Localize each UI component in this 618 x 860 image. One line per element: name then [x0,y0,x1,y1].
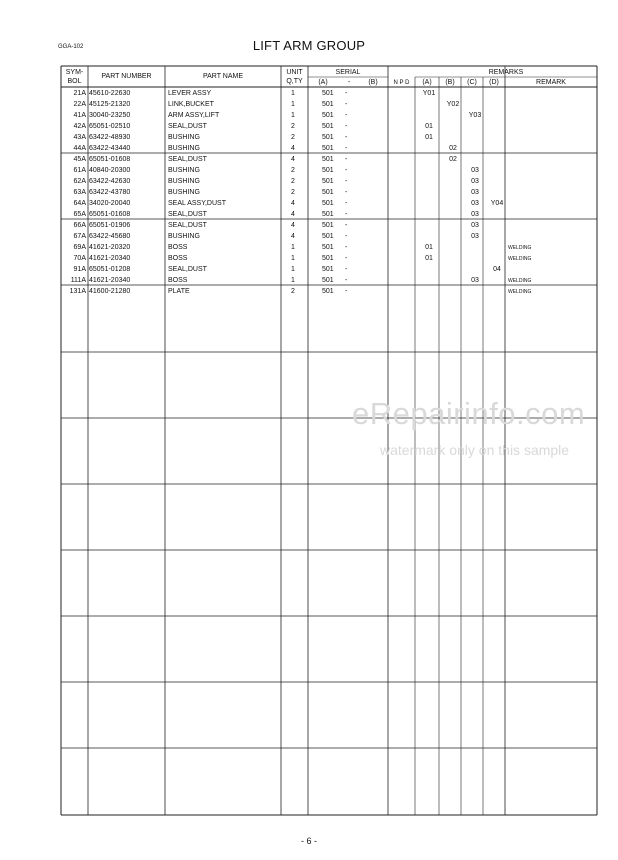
symbol-cell: 66A [73,222,86,229]
serial-dash-cell: - [345,123,348,130]
serial-a-cell: 501 [322,211,334,218]
serial-dash-cell: - [345,145,348,152]
part-name-cell: BUSHING [168,189,200,196]
qty-cell: 1 [291,266,295,273]
serial-a-cell: 501 [322,134,334,141]
qty-cell: 2 [291,134,295,141]
symbol-cell: 65A [73,211,86,218]
header-serial-dash: - [347,79,351,86]
header-unit-top: UNIT [286,69,303,76]
serial-dash-cell: - [345,200,348,207]
remark-a-cell: 01 [425,255,433,262]
serial-dash-cell: - [345,244,348,251]
remark-a-cell: 01 [425,244,433,251]
qty-cell: 4 [291,233,295,240]
qty-cell: 2 [291,123,295,130]
remark-cell: WELDING [508,278,532,284]
serial-dash-cell: - [345,156,348,163]
part-number-cell: 45125-21320 [89,101,131,108]
serial-dash-cell: - [345,178,348,185]
remark-c-cell: 03 [471,233,479,240]
header-serial-a: (A) [318,79,328,86]
qty-cell: 4 [291,200,295,207]
serial-a-cell: 501 [322,178,334,185]
symbol-cell: 63A [73,189,86,196]
part-number-cell: 63422-42630 [89,178,131,185]
part-name-cell: SEAL ASSY,DUST [168,200,226,207]
part-name-cell: BOSS [168,244,188,251]
qty-cell: 4 [291,211,295,218]
header-remarks-a: (A) [422,79,432,86]
part-name-cell: BUSHING [168,134,200,141]
qty-cell: 4 [291,156,295,163]
qty-cell: 1 [291,90,295,97]
remark-b-cell: 02 [449,156,457,163]
page-title: LIFT ARM GROUP [252,38,366,53]
remark-a-cell: Y01 [422,90,436,97]
qty-cell: 4 [291,222,295,229]
serial-a-cell: 501 [322,90,334,97]
remark-b-cell: 02 [449,145,457,152]
serial-a-cell: 501 [322,288,334,295]
remark-c-cell: 03 [471,189,479,196]
header-remarks-b: (B) [445,79,455,86]
symbol-cell: 69A [73,244,86,251]
part-name-cell: ARM ASSY,LIFT [168,112,220,119]
header-npd: N P D [393,80,410,86]
serial-a-cell: 501 [322,255,334,262]
part-number-cell: 45610-22630 [89,90,131,97]
part-number-cell: 65051-01208 [89,266,131,273]
serial-dash-cell: - [345,134,348,141]
serial-dash-cell: - [345,233,348,240]
serial-a-cell: 501 [322,156,334,163]
serial-dash-cell: - [345,255,348,262]
watermark-site: eRepairinfo.com [352,396,586,431]
symbol-cell: 111A [70,277,86,284]
symbol-cell: 42A [73,123,86,130]
symbol-cell: 41A [73,112,86,119]
remark-a-cell: 01 [425,134,433,141]
part-number-cell: 65051-01906 [89,222,131,229]
symbol-cell: 21A [73,90,86,97]
qty-cell: 2 [291,288,295,295]
part-number-cell: 65051-01608 [89,156,131,163]
symbol-cell: 43A [73,134,86,141]
serial-a-cell: 501 [322,200,334,207]
symbol-cell: 67A [73,233,86,240]
serial-a-cell: 501 [322,266,334,273]
serial-a-cell: 501 [322,277,334,284]
header-part-number: PART NUMBER [101,73,152,80]
remark-c-cell: 03 [471,277,479,284]
remark-c-cell: Y03 [468,112,482,119]
part-name-cell: LINK,BUCKET [168,101,214,108]
serial-a-cell: 501 [322,145,334,152]
part-name-cell: SEAL,DUST [168,222,207,229]
remark-cell: WELDING [508,289,532,295]
header-serial-b: (B) [368,79,378,86]
remark-c-cell: 03 [471,178,479,185]
part-number-cell: 65051-01608 [89,211,131,218]
serial-a-cell: 501 [322,244,334,251]
qty-cell: 4 [291,145,295,152]
serial-a-cell: 501 [322,167,334,174]
part-name-cell: PLATE [168,288,190,295]
qty-cell: 1 [291,255,295,262]
part-number-cell: 41600-21280 [89,288,131,295]
header-remarks: REMARKS [488,69,524,76]
part-name-cell: LEVER ASSY [168,90,212,97]
header-unit-bottom: Q,TY [286,78,303,85]
part-name-cell: BOSS [168,277,188,284]
serial-dash-cell: - [345,101,348,108]
part-name-cell: SEAL,DUST [168,123,207,130]
part-name-cell: BOSS [168,255,188,262]
serial-dash-cell: - [345,112,348,119]
header-symbol-bottom: BOL [67,78,82,85]
header-serial: SERIAL [335,69,361,76]
part-name-cell: SEAL,DUST [168,156,207,163]
symbol-cell: 64A [73,200,86,207]
remark-c-cell: 03 [471,167,479,174]
serial-a-cell: 501 [322,233,334,240]
part-number-cell: 34020-20040 [89,200,131,207]
header-remarks-c: (C) [467,79,477,86]
header-part-name: PART NAME [202,73,244,80]
qty-cell: 2 [291,189,295,196]
part-name-cell: BUSHING [168,145,200,152]
part-number-cell: 63422-48930 [89,134,131,141]
part-name-cell: BUSHING [168,233,200,240]
part-number-cell: 30040-23250 [89,112,131,119]
serial-dash-cell: - [345,222,348,229]
remark-b-cell: Y02 [446,101,460,108]
page-number: - 6 - [300,836,317,846]
qty-cell: 1 [291,101,295,108]
symbol-cell: 22A [73,101,86,108]
remark-c-cell: 03 [471,200,479,207]
remark-d-cell: Y04 [490,200,504,207]
symbol-cell: 70A [73,255,86,262]
part-number-cell: 41621-20320 [89,244,131,251]
symbol-cell: 62A [73,178,86,185]
qty-cell: 1 [291,244,295,251]
qty-cell: 2 [291,178,295,185]
serial-a-cell: 501 [322,101,334,108]
part-number-cell: 41621-20340 [89,277,131,284]
serial-a-cell: 501 [322,189,334,196]
symbol-cell: 91A [73,266,86,273]
serial-dash-cell: - [345,211,348,218]
header-remark: REMARK [536,79,566,86]
serial-a-cell: 501 [322,222,334,229]
remark-c-cell: 03 [471,211,479,218]
symbol-cell: 61A [73,167,86,174]
part-number-cell: 65051-02510 [89,123,131,130]
remark-cell: WELDING [508,256,532,262]
serial-dash-cell: - [345,288,348,295]
symbol-cell: 45A [73,156,86,163]
part-name-cell: SEAL,DUST [168,211,207,218]
serial-dash-cell: - [345,90,348,97]
watermark-note: watermark only on this sample [380,442,570,458]
serial-dash-cell: - [345,189,348,196]
part-number-cell: 63422-43440 [89,145,131,152]
remark-a-cell: 01 [425,123,433,130]
remark-c-cell: 03 [471,222,479,229]
qty-cell: 1 [291,112,295,119]
qty-cell: 1 [291,277,295,284]
qty-cell: 2 [291,167,295,174]
part-name-cell: BUSHING [168,167,200,174]
part-number-cell: 40840-20300 [89,167,131,174]
serial-dash-cell: - [345,167,348,174]
serial-a-cell: 501 [322,123,334,130]
serial-dash-cell: - [345,277,348,284]
remark-cell: WELDING [508,245,532,251]
symbol-cell: 44A [73,145,86,152]
document-code: GGA-102 [58,44,84,50]
remark-d-cell: 04 [493,266,501,273]
serial-a-cell: 501 [322,112,334,119]
header-symbol-top: SYM- [65,69,84,76]
part-number-cell: 41621-20340 [89,255,131,262]
part-number-cell: 63422-43780 [89,189,131,196]
symbol-cell: 131A [69,288,86,295]
part-name-cell: SEAL,DUST [168,266,207,273]
header-remarks-d: (D) [489,79,499,86]
serial-dash-cell: - [345,266,348,273]
part-name-cell: BUSHING [168,178,200,185]
part-number-cell: 63422-45680 [89,233,131,240]
